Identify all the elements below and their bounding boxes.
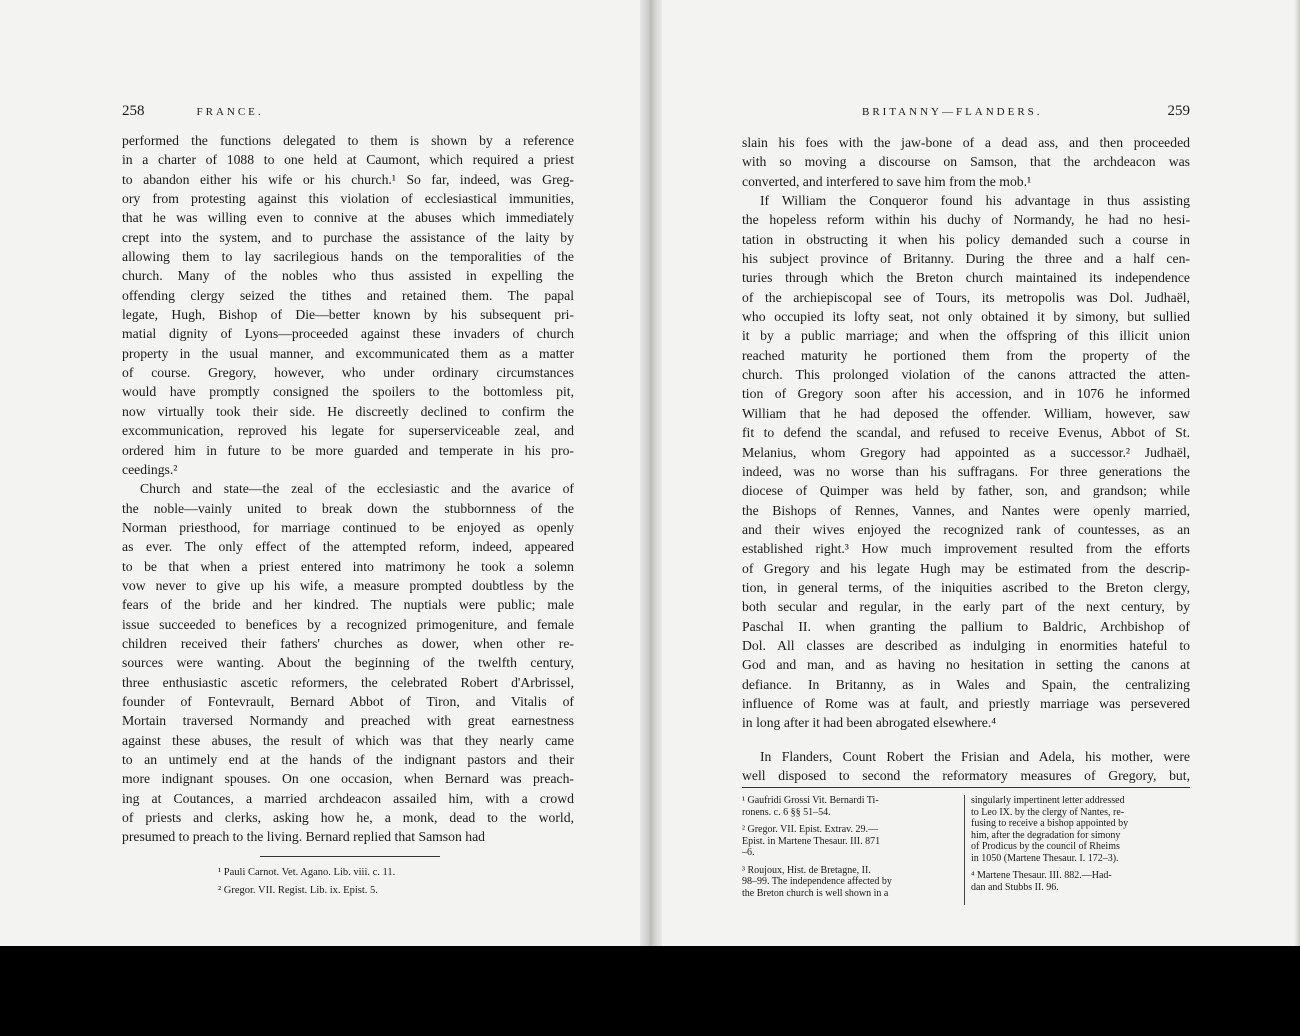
footnote-line: of Prodicus by the council of Rheims	[971, 841, 1120, 852]
text-line: well disposed to second the reformatory measures of Gregory, but,	[742, 768, 1190, 783]
running-head: BRITANNY—FLANDERS.	[862, 106, 1043, 118]
footnote-line: ¹ Gaufridi Grossi Vit. Bernardi Ti-	[742, 795, 879, 806]
footnote: ² Gregor. VII. Regist. Lib. ix. Epist. 5.	[218, 885, 378, 896]
text-line: to an untimely end at the hands of the indignant pastors and their	[122, 752, 574, 767]
text-line: tion, in general terms, of the iniquities ascribed to the Breton clergy,	[742, 579, 1190, 595]
text-line: crept into the system, and to purchase the assistance of the laity by	[122, 229, 574, 245]
text-line: legate, Hugh, Bishop of Die—better known by his subsequent pri-	[122, 307, 574, 323]
text-line: performed the functions delegated to them is shown by a reference	[122, 133, 574, 148]
text-line: founder of Fontevrault, Bernard Abbot of Tiron, and Vitalis of	[122, 693, 574, 709]
footnote-line: to Leo IX. by the clergy of Nantes, re-	[971, 806, 1125, 818]
footnote-line: ² Gregor. VII. Epist. Extrav. 29.—	[742, 824, 879, 835]
text-line: ing at Coutances, a married archdeacon assailed him, with a crowd	[122, 790, 574, 806]
text-line: in a charter of 1088 to one held at Caumont, which required a priest	[122, 152, 574, 168]
text-line: to abandon either his wife or his church.¹ So far, indeed, was Greg-	[122, 171, 574, 187]
text-line: issue succeeded to benefices by a recognized primogeniture, and female	[122, 616, 574, 632]
text-line: presumed to preach to the living. Bernard replied that Samson had	[122, 829, 485, 845]
right-page	[662, 0, 1294, 946]
text-line: fit to defend the scandal, and refused to receive Evenus, Abbot of St.	[742, 425, 1190, 441]
text-line: vow never to give up his wife, a measure prompted doubtless by the	[122, 577, 574, 593]
text-line: more indignant spouses. On one occasion, when Bernard was preach-	[122, 771, 574, 787]
text-line: influence of Rome was at fault, and priestly marriage was persevered	[742, 695, 1190, 711]
footnote-line: fusing to receive a bishop appointed by	[971, 818, 1129, 829]
text-line: converted, and interfered to save him from the mob.¹	[742, 173, 1032, 189]
footnote-line: dan and Stubbs II. 96.	[971, 881, 1059, 893]
text-line: established right.³ How much improvement resulted from the efforts	[742, 541, 1190, 557]
footnote	[742, 865, 958, 900]
text-line: against these abuses, the result of which was that they nearly came	[122, 732, 574, 748]
text-line: to be that when a priest entered into matrimony he took a solemn	[122, 558, 574, 574]
text-line: children received their fathers' churches as dower, when other re-	[122, 635, 574, 651]
text-line: the Bishops of Rennes, Vannes, and Nantes were openly married,	[742, 502, 1190, 518]
text-line: as ever. The only effect of the attempted reform, indeed, appeared	[122, 539, 574, 555]
left-footnotes	[218, 864, 518, 900]
page-number: 259	[1167, 103, 1190, 119]
text-line: Church and state—the zeal of the ecclesiastic and the avarice of	[140, 481, 574, 497]
text-line: his subject province of Britanny. During the three and a half cen-	[742, 251, 1190, 267]
text-line: ordered him in future to be more guarded and temperate in his pro-	[122, 442, 574, 458]
text-line: ory from protesting against this violation of ecclesiastical immunities,	[122, 191, 574, 207]
footnote: ¹ Pauli Carnot. Vet. Agano. Lib. viii. c. 11.	[218, 867, 396, 878]
footnote-line: –6.	[742, 847, 755, 858]
text-line: offending clergy seized the tithes and retained them. The papal	[122, 287, 574, 303]
text-line: God and man, and as having no hesitation in setting the canons at	[742, 657, 1190, 673]
text-line: with so moving a discourse on Samson, that the archdeacon was	[742, 154, 1190, 170]
text-line: both secular and regular, in the early part of the next century, by	[742, 599, 1190, 615]
footnote-rule	[742, 787, 1190, 788]
text-line: indeed, was no worse than his suffragans. For three generations the	[742, 463, 1190, 479]
text-line: tation in obstructing it when his policy demanded such a course in	[742, 231, 1190, 247]
text-line: matial dignity of Lyons—proceeded against these invaders of church	[122, 326, 574, 342]
text-line: three enthusiastic ascetic reformers, the celebrated Robert d'Arbrissel,	[122, 674, 574, 690]
footnote-line: ronens. c. 6 §§ 51–54.	[742, 806, 831, 818]
text-line: church. This prolonged violation of the canons attracted the atten-	[742, 367, 1190, 383]
text-line: In Flanders, Count Robert the Frisian and Adela, his mother, were	[760, 748, 1190, 764]
footnote	[742, 795, 958, 818]
footnote-line: the Breton church is well shown in a	[742, 887, 889, 899]
footnote-line: ⁴ Martene Thesaur. III. 882.—Had-	[971, 870, 1112, 881]
page-edge	[1294, 0, 1300, 946]
running-head: FRANCE.	[196, 106, 264, 118]
text-line: property in the usual manner, and excommunicated them as a matter	[122, 345, 574, 361]
footnote-line: in 1050 (Martene Thesaur. I. 172–3).	[971, 852, 1119, 864]
text-line: of the archiepiscopal see of Tours, its metropolis was Dol. Judhaël,	[742, 289, 1190, 305]
text-line: turies through which the Breton church maintained its independence	[742, 270, 1190, 286]
text-line: it by a public marriage; and when the offspring of this illicit union	[742, 328, 1190, 344]
text-line: would have promptly consigned the spoilers to the bottomless pit,	[122, 384, 574, 400]
text-line: tion of Gregory soon after his accession, and in 1076 he informed	[742, 386, 1190, 402]
left-page-body	[122, 131, 574, 847]
text-line: the hopeless reform within his duchy of Normandy, he had no hesi-	[742, 212, 1190, 228]
text-line: excommunication, reproved his legate for superserviceable zeal, and	[122, 423, 574, 439]
footnote	[971, 795, 1187, 864]
footnote-line: him, after the degradation for simony	[971, 829, 1121, 841]
text-line: fears of the bride and her kindred. The nuptials were public; male	[122, 597, 574, 613]
text-line: If William the Conqueror found his advantage in thus assisting	[760, 193, 1190, 209]
text-line: slain his foes with the jaw-bone of a dead ass, and then proceeded	[742, 135, 1190, 150]
footnote-column	[964, 795, 1187, 905]
footnote-line: 98–99. The independence affected by	[742, 876, 892, 887]
text-line: the noble—vainly united to break down the stubbornness of the	[122, 500, 574, 516]
footnote-line: Epist. in Martene Thesaur. III. 871	[742, 835, 881, 847]
text-line: sources were wanting. About the beginning of the twelfth century,	[122, 655, 574, 671]
text-line: allowing them to lay sacrilegious hands on the temporalities of the	[122, 249, 574, 265]
text-line: Melanius, whom Gregory had appointed as a successor.² Judhaël,	[742, 444, 1190, 460]
text-line: Dol. All classes are described as indulging in enormities hateful to	[742, 637, 1190, 653]
text-line: of priests and clerks, asking how he, a monk, dead to the world,	[122, 810, 574, 826]
right-page-body	[742, 133, 1190, 785]
text-line: of Gregory and his legate Hugh may be estimated from the descrip-	[742, 560, 1190, 576]
text-line: reached maturity he portioned them from the property of the	[742, 347, 1190, 363]
text-line: now virtually took their side. He discreetly declined to confirm the	[122, 403, 574, 419]
text-line: Paschal II. when granting the pallium to Baldric, Archbishop of	[742, 618, 1190, 634]
text-line: Norman priesthood, for marriage continued to be enjoyed as openly	[122, 519, 574, 535]
footnote-column	[742, 795, 964, 905]
footnote-line: singularly impertinent letter addressed	[971, 795, 1125, 806]
left-page	[0, 0, 640, 946]
text-line: Mortain traversed Normandy and preached with great earnestness	[122, 713, 574, 729]
footnote-rule	[260, 856, 440, 857]
text-line: in long after it had been abrogated elsewhere.⁴	[742, 715, 997, 731]
right-footnotes	[742, 795, 1190, 905]
text-line: and their wives enjoyed the recognized rank of countesses, as an	[742, 521, 1190, 537]
footnote-line: ³ Roujoux, Hist. de Bretagne, II.	[742, 864, 871, 876]
text-line: of course. Gregory, however, who under ordinary circumstances	[122, 365, 574, 381]
text-line: church. Many of the nobles who thus assisted in expelling the	[122, 268, 574, 284]
left-page-header	[122, 103, 574, 120]
paragraph-gap	[742, 733, 1190, 747]
text-line: ceedings.²	[122, 461, 178, 477]
footnote	[971, 870, 1187, 893]
right-page-header	[862, 103, 1190, 120]
page-number: 258	[122, 103, 145, 119]
book-gutter	[640, 0, 662, 946]
text-line: who occupied its lofty seat, not only obtained it by simony, but sullied	[742, 309, 1190, 325]
text-line: that he was willing even to connive at the abuses which immediately	[122, 210, 574, 226]
text-line: diocese of Quimper was held by father, son, and grandson; while	[742, 483, 1190, 499]
footnote	[742, 824, 958, 859]
text-line: defiance. In Britanny, as in Wales and Spain, the centralizing	[742, 676, 1190, 692]
text-line: William that he had deposed the offender. William, however, saw	[742, 405, 1190, 421]
